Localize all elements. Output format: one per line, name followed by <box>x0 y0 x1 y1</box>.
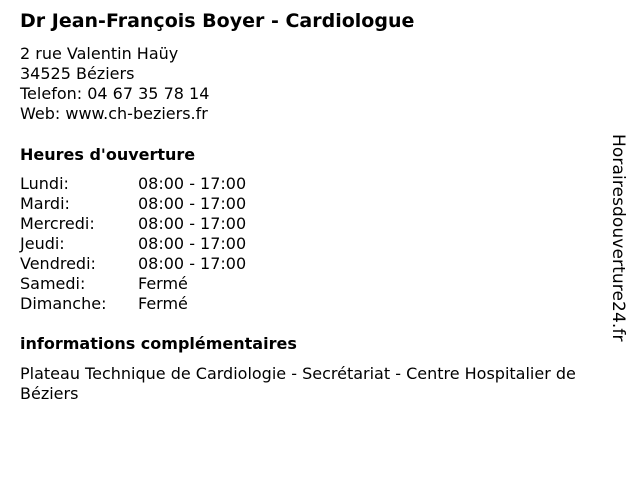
day-label: Samedi: <box>20 274 86 293</box>
day-label: Dimanche: <box>20 294 107 313</box>
hours-row-sunday <box>20 294 246 314</box>
time-value: Fermé <box>138 274 188 293</box>
hours-row-saturday <box>20 274 246 294</box>
day-label: Mardi: <box>20 194 70 213</box>
day-label: Vendredi: <box>20 254 96 273</box>
watermark-text: Horairesdouverture24.fr <box>608 134 628 342</box>
hours-row-friday <box>20 254 246 274</box>
street-address: 2 rue Valentin Haüy <box>20 44 179 63</box>
time-value: 08:00 - 17:00 <box>138 254 247 273</box>
time-value: 08:00 - 17:00 <box>138 194 247 213</box>
time-value: 08:00 - 17:00 <box>138 174 247 193</box>
opening-hours-table <box>20 174 246 314</box>
day-label: Mercredi: <box>20 214 95 233</box>
time-value: Fermé <box>138 294 188 313</box>
hours-row-monday <box>20 174 246 194</box>
day-label: Jeudi: <box>20 234 65 253</box>
city: 34525 Béziers <box>20 64 135 83</box>
additional-info-text: Plateau Technique de Cardiologie - Secrétariat - Centre Hospitalier de Béziers <box>20 364 576 403</box>
hours-row-wednesday <box>20 214 246 234</box>
website: Web: www.ch-beziers.fr <box>20 104 208 123</box>
additional-info-heading: informations complémentaires <box>20 334 297 353</box>
time-value: 08:00 - 17:00 <box>138 214 247 233</box>
hours-row-tuesday <box>20 194 246 214</box>
day-label: Lundi: <box>20 174 69 193</box>
phone-number: Telefon: 04 67 35 78 14 <box>20 84 210 103</box>
page-title: Dr Jean-François Boyer - Cardiologue <box>20 10 415 32</box>
address-block <box>20 44 209 124</box>
hours-row-thursday <box>20 234 246 254</box>
opening-hours-heading: Heures d'ouverture <box>20 145 196 164</box>
time-value: 08:00 - 17:00 <box>138 234 247 253</box>
